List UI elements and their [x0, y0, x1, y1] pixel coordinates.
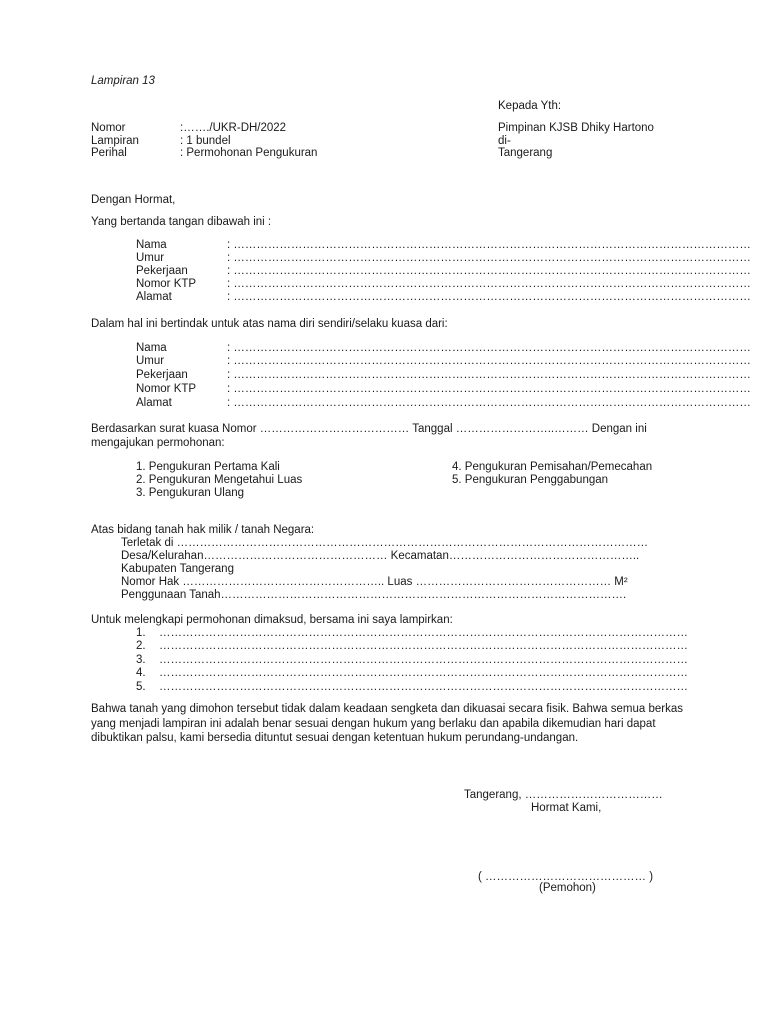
- addressee-recipient: Pimpinan KJSB Dhiky Hartono: [498, 122, 654, 134]
- field-dots: : ………………………………………………………………………………………………………………………: [227, 342, 751, 354]
- field-label: Umur: [136, 252, 165, 264]
- signer-role: (Pemohon): [539, 882, 596, 894]
- attachment-dots: …………………………………………………………………………………………………………………………: [159, 627, 688, 639]
- land-village-district: Desa/Kelurahan………………………………………… Kecamatan…………………………………………..: [121, 550, 640, 562]
- field-label: Alamat: [136, 397, 172, 409]
- option-item: 1. Pengukuran Pertama Kali: [136, 461, 280, 473]
- representation-text: Dalam hal ini bertindak untuk atas nama diri sendiri/selaku kuasa dari:: [91, 318, 448, 330]
- field-dots: : ………………………………………………………………………………………………………………………: [227, 239, 751, 251]
- field-label: Pekerjaan: [136, 369, 188, 381]
- field-label: Nama: [136, 239, 167, 251]
- attachment-number-label: 1.: [136, 627, 146, 639]
- kuasa-line-2: mengajukan permohonan:: [91, 437, 225, 449]
- addressee-di: di-: [498, 135, 511, 147]
- nomor-value: :……./UKR-DH/2022: [180, 122, 287, 134]
- option-item: 3. Pengukuran Ulang: [136, 487, 245, 499]
- attachment-number: Lampiran 13: [91, 75, 155, 87]
- field-dots: : ………………………………………………………………………………………………………………………: [227, 291, 751, 303]
- attachment-number-label: 2.: [136, 640, 146, 652]
- place-date: Tangerang, ………………………………: [464, 789, 663, 801]
- attachment-dots: …………………………………………………………………………………………………………………………: [159, 667, 688, 679]
- attachment-number-label: 4.: [136, 667, 146, 679]
- field-dots: : ………………………………………………………………………………………………………………………: [227, 355, 751, 367]
- addressee-city: Tangerang: [498, 147, 553, 159]
- field-dots: : ………………………………………………………………………………………………………………………: [227, 265, 751, 277]
- field-label: Nomor KTP: [136, 278, 197, 290]
- attachment-dots: …………………………………………………………………………………………………………………………: [159, 681, 688, 693]
- land-regency: Kabupaten Tangerang: [121, 563, 234, 575]
- option-item: 2. Pengukuran Mengetahui Luas: [136, 474, 303, 486]
- signature-name-line: ( …………………………………… ): [478, 871, 654, 883]
- addressee-title: Kepada Yth:: [498, 100, 562, 112]
- field-dots: : ………………………………………………………………………………………………………………………: [227, 369, 751, 381]
- field-label: Nama: [136, 342, 167, 354]
- salutation: Dengan Hormat,: [91, 194, 176, 206]
- field-label: Umur: [136, 355, 165, 367]
- land-title-number-area: Nomor Hak …………………………………………….. Luas …………………………………………… M²: [121, 576, 628, 588]
- lampiran-label: Lampiran: [91, 135, 139, 147]
- lampiran-value: : 1 bundel: [180, 135, 231, 147]
- attachment-dots: …………………………………………………………………………………………………………………………: [159, 654, 688, 666]
- regards: Hormat Kami,: [531, 802, 602, 814]
- field-label: Pekerjaan: [136, 265, 188, 277]
- option-item: 5. Pengukuran Penggabungan: [452, 474, 609, 486]
- perihal-label: Perihal: [91, 147, 127, 159]
- land-title: Atas bidang tanah hak milik / tanah Negara:: [91, 524, 315, 536]
- field-label: Alamat: [136, 291, 172, 303]
- perihal-value: : Permohonan Pengukuran: [180, 147, 318, 159]
- land-location: Terletak di ……………………………………………………………………………………………………………: [121, 537, 649, 549]
- option-item: 4. Pengukuran Pemisahan/Pemecahan: [452, 461, 653, 473]
- field-dots: : ………………………………………………………………………………………………………………………: [227, 252, 751, 264]
- field-dots: : ………………………………………………………………………………………………………………………: [227, 278, 751, 290]
- statement-paragraph: Bahwa tanah yang dimohon tersebut tidak dalam keadaan sengketa dan dikuasai secara fisik. Bahwa semua berkas yang menjadi lampiran ini adalah benar sesuai dengan hukum yang berlaku dan apabila dikemudian hari dapat dibuktikan palsu, kami bersedia dituntut sesuai dengan ketentuan hukum perundang-undangan.: [91, 703, 683, 744]
- land-usage: Penggunaan Tanah…………………………………………………………………………………………….: [121, 589, 627, 601]
- intro-text: Yang bertanda tangan dibawah ini :: [91, 216, 272, 228]
- attachment-number-label: 3.: [136, 654, 146, 666]
- kuasa-line-1: Berdasarkan surat kuasa Nomor ………………………………… Tanggal ……………………..……… Dengan ini: [91, 423, 647, 435]
- field-dots: : ………………………………………………………………………………………………………………………: [227, 383, 751, 395]
- attachment-number-label: 5.: [136, 681, 146, 693]
- attachments-title: Untuk melengkapi permohonan dimaksud, bersama ini saya lampirkan:: [91, 614, 453, 626]
- attachment-dots: …………………………………………………………………………………………………………………………: [159, 640, 688, 652]
- nomor-label: Nomor: [91, 122, 126, 134]
- field-label: Nomor KTP: [136, 383, 197, 395]
- field-dots: : ………………………………………………………………………………………………………………………: [227, 397, 751, 409]
